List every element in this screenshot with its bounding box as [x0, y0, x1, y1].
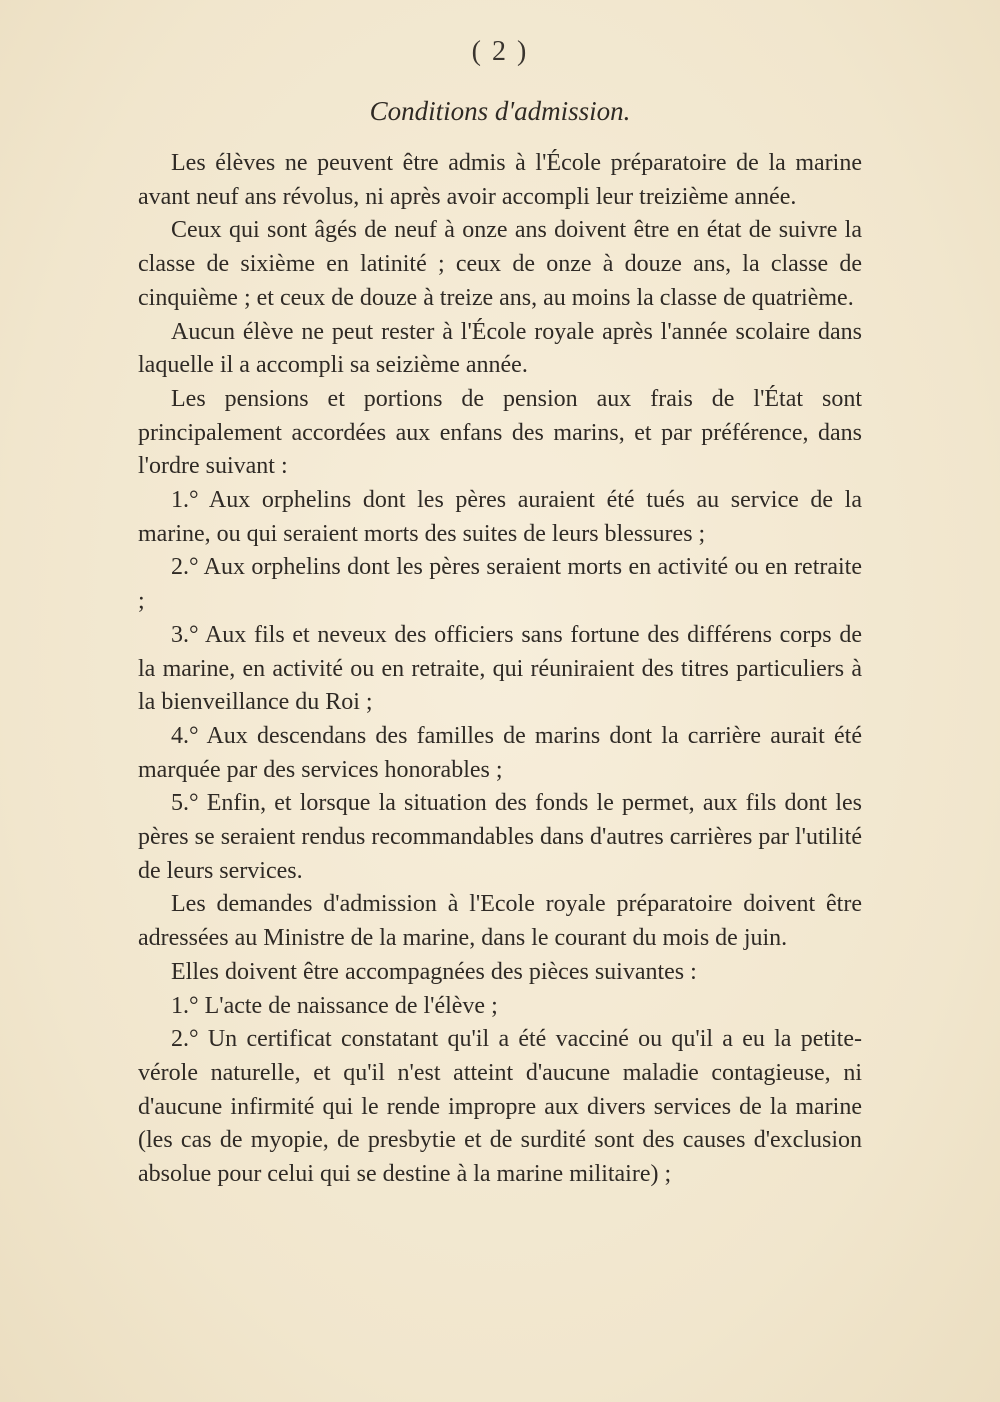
- paragraph-age-limits: Les élèves ne peuvent être admis à l'École préparatoire de la marine avant neuf ans révolus, ni après avoir accompli leur treizième année.: [138, 150, 862, 210]
- paragraph-application: Les demandes d'admission à l'Ecole royale préparatoire doivent être adressées au Ministre de la marine, dans le courant du mois de juin.: [138, 891, 862, 952]
- paragraph-documents-intro: Elles doivent être accompagnées des pièces suivantes :: [171, 958, 697, 985]
- list-item-priority-4: 4.° Aux descendans des familles de marins dont la carrière aurait été marquée par des services honorables ;: [138, 722, 862, 783]
- paragraph-max-stay: Aucun élève ne peut rester à l'École royale après l'année scolaire dans laquelle il a accompli sa seizième année.: [138, 318, 862, 379]
- list-item-priority-2: 2.° Aux orphelins dont les pères seraient morts en activité ou en retraite ;: [138, 554, 862, 615]
- page-number: ( 2 ): [471, 36, 529, 67]
- body-text: [138, 147, 862, 1192]
- paragraph-pensions: Les pensions et portions de pension aux frais de l'État sont principalement accordées aux enfans des marins, et par préférence, dans l'ordre suivant :: [138, 385, 862, 480]
- list-item-priority-1: 1.° Aux orphelins dont les pères auraient été tués au service de la marine, ou qui seraient morts des suites de leurs blessures ;: [138, 487, 862, 547]
- list-item-document-2: 2.° Un certificat constatant qu'il a été vacciné ou qu'il a eu la petite-vérole naturelle, et qu'il n'est atteint d'aucune maladie contagieuse, ni d'aucune infirmité qui le rende impropre aux divers services de la marine (les cas de myopie, de presbytie et de surdité sont des causes d'exclusion absolue pour celui qui se destine à la marine militaire) ;: [138, 1026, 862, 1188]
- section-heading: Conditions d'admission.: [369, 96, 631, 126]
- list-item-priority-5: 5.° Enfin, et lorsque la situation des fonds le permet, aux fils dont les pères se seraient rendus recommandables dans d'autres carrières par l'utilité de leurs services.: [138, 790, 862, 884]
- list-item-priority-3: 3.° Aux fils et neveux des officiers sans fortune des différens corps de la marine, en activité ou en retraite, qui réuniraient des titres particuliers à la bienveillance du Roi ;: [138, 621, 862, 716]
- paragraph-class-requirements: Ceux qui sont âgés de neuf à onze ans doivent être en état de suivre la classe de sixième en latinité ; ceux de onze à douze ans, la classe de cinquième ; et ceux de douze à treize ans, au moins la classe de quatrième.: [138, 217, 862, 311]
- list-item-document-1: 1.° L'acte de naissance de l'élève ;: [171, 992, 498, 1019]
